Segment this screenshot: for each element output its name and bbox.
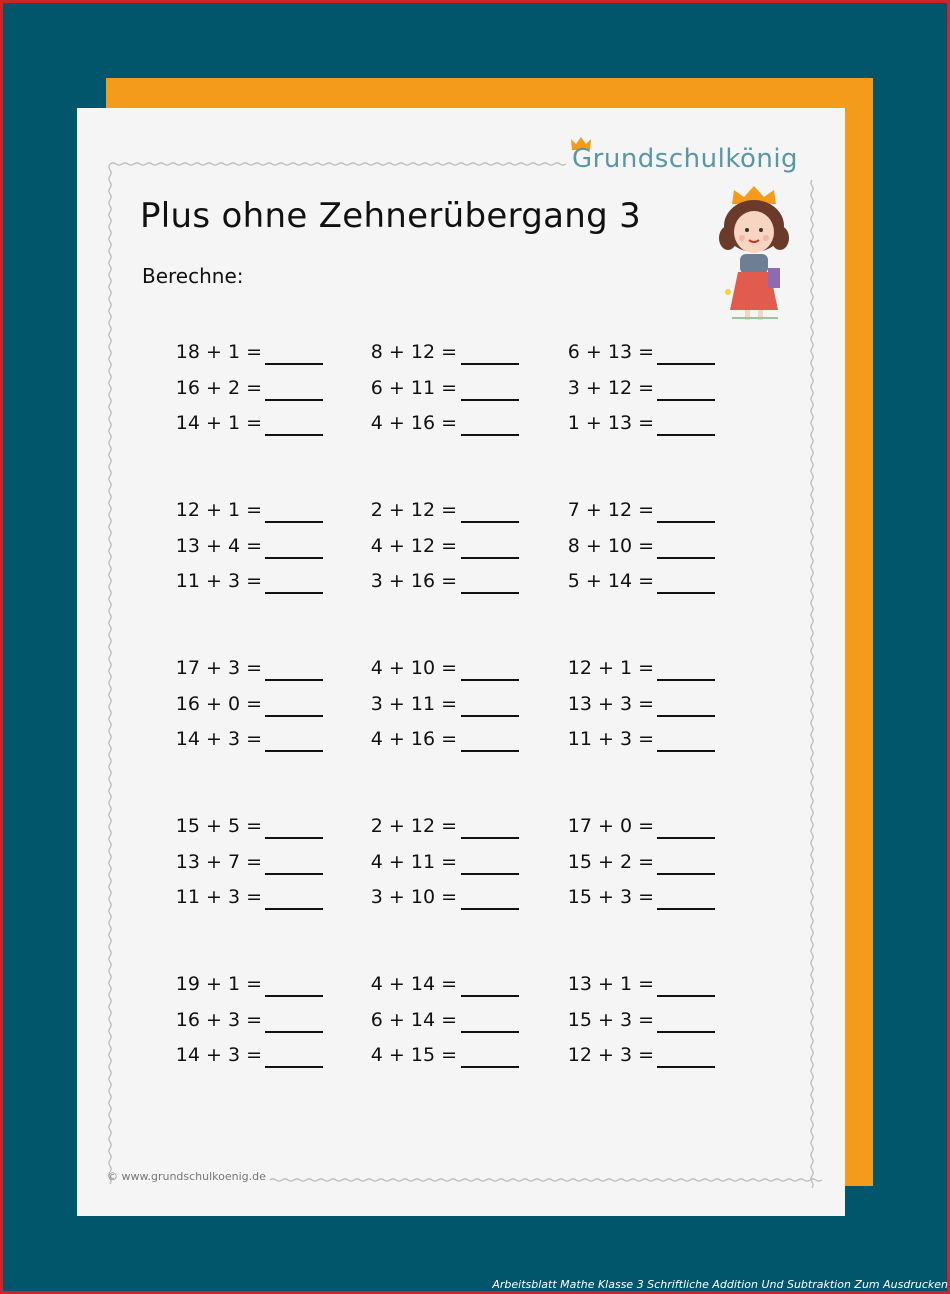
answer-blank[interactable] bbox=[461, 873, 519, 875]
answer-blank[interactable] bbox=[265, 521, 323, 523]
answer-blank[interactable] bbox=[265, 1031, 323, 1033]
answer-blank[interactable] bbox=[461, 521, 519, 523]
exercise-text: 8 + 12 = bbox=[370, 341, 457, 363]
exercise-text: 13 + 4 = bbox=[175, 534, 262, 557]
exercise-text: 14 + 3 = bbox=[175, 1044, 262, 1066]
answer-blank[interactable] bbox=[265, 750, 323, 752]
exercise-text: 16 + 3 = bbox=[175, 1008, 262, 1031]
answer-blank[interactable] bbox=[657, 750, 715, 752]
answer-blank[interactable] bbox=[265, 873, 323, 875]
answer-blank[interactable] bbox=[265, 995, 323, 997]
answer-blank[interactable] bbox=[265, 679, 323, 681]
exercise-text: 16 + 2 = bbox=[175, 376, 262, 399]
exercise-expression bbox=[337, 535, 457, 563]
exercise-text: 7 + 12 = bbox=[567, 499, 654, 521]
answer-blank[interactable] bbox=[265, 592, 323, 594]
exercise-expression bbox=[337, 499, 457, 527]
exercise-expression bbox=[337, 851, 457, 879]
exercise-text: 14 + 1 = bbox=[175, 412, 262, 434]
answer-blank[interactable] bbox=[265, 557, 323, 559]
brand-name: Grundschulkönig bbox=[572, 144, 799, 174]
answer-blank[interactable] bbox=[657, 995, 715, 997]
exercise-text: 15 + 3 = bbox=[567, 886, 654, 908]
exercise-expression bbox=[142, 499, 262, 527]
exercise-expression bbox=[142, 570, 262, 598]
exercise-text: 3 + 10 = bbox=[370, 886, 457, 908]
exercise-expression bbox=[142, 1009, 262, 1037]
answer-blank[interactable] bbox=[657, 1066, 715, 1068]
exercise-expression bbox=[534, 1044, 654, 1072]
exercise-text: 6 + 11 = bbox=[370, 376, 457, 399]
exercise-text: 15 + 5 = bbox=[175, 815, 262, 837]
brand-logo bbox=[572, 138, 822, 178]
exercise-text: 3 + 11 = bbox=[370, 692, 457, 715]
exercise-expression bbox=[142, 535, 262, 563]
exercise-text: 5 + 14 = bbox=[567, 570, 654, 592]
exercise-expression bbox=[337, 1044, 457, 1072]
answer-blank[interactable] bbox=[657, 557, 715, 559]
exercise-expression bbox=[142, 412, 262, 440]
answer-blank[interactable] bbox=[461, 557, 519, 559]
exercise-expression bbox=[142, 973, 262, 1001]
exercise-text: 2 + 12 = bbox=[370, 499, 457, 521]
exercise-text: 8 + 10 = bbox=[567, 534, 654, 557]
exercise-text: 4 + 15 = bbox=[370, 1044, 457, 1066]
answer-blank[interactable] bbox=[461, 995, 519, 997]
exercise-expression bbox=[337, 693, 457, 721]
exercise-text: 13 + 1 = bbox=[567, 973, 654, 995]
answer-blank[interactable] bbox=[265, 363, 323, 365]
exercise-expression bbox=[142, 851, 262, 879]
exercise-expression bbox=[142, 815, 262, 843]
answer-blank[interactable] bbox=[461, 434, 519, 436]
answer-blank[interactable] bbox=[461, 837, 519, 839]
exercise-expression bbox=[337, 973, 457, 1001]
answer-blank[interactable] bbox=[657, 873, 715, 875]
exercise-expression bbox=[534, 693, 654, 721]
exercise-text: 12 + 1 = bbox=[175, 499, 262, 521]
answer-blank[interactable] bbox=[657, 715, 715, 717]
answer-blank[interactable] bbox=[461, 679, 519, 681]
page-title: Plus ohne Zehnerübergang 3 bbox=[140, 196, 642, 236]
exercise-text: 11 + 3 = bbox=[567, 728, 654, 750]
exercise-expression bbox=[337, 377, 457, 405]
exercise-expression bbox=[337, 815, 457, 843]
answer-blank[interactable] bbox=[265, 837, 323, 839]
exercise-text: 12 + 3 = bbox=[567, 1044, 654, 1066]
exercise-text: 6 + 14 = bbox=[370, 1008, 457, 1031]
exercise-expression bbox=[337, 412, 457, 440]
exercise-expression bbox=[142, 693, 262, 721]
exercise-expression bbox=[337, 570, 457, 598]
exercise-text: 3 + 12 = bbox=[567, 376, 654, 399]
exercise-expression bbox=[142, 886, 262, 914]
exercise-text: 13 + 7 = bbox=[175, 850, 262, 873]
exercise-expression bbox=[142, 341, 262, 369]
exercise-expression bbox=[534, 886, 654, 914]
exercise-expression bbox=[534, 815, 654, 843]
exercise-text: 19 + 1 = bbox=[175, 973, 262, 995]
answer-blank[interactable] bbox=[657, 521, 715, 523]
exercise-text: 4 + 14 = bbox=[370, 973, 457, 995]
exercise-text: 14 + 3 = bbox=[175, 728, 262, 750]
answer-blank[interactable] bbox=[461, 908, 519, 910]
exercise-expression bbox=[142, 728, 262, 756]
exercise-expression bbox=[534, 535, 654, 563]
exercise-expression bbox=[534, 657, 654, 685]
answer-blank[interactable] bbox=[265, 908, 323, 910]
exercise-expression bbox=[142, 377, 262, 405]
footer-url: © www.grundschulkoenig.de bbox=[107, 1170, 266, 1183]
answer-blank[interactable] bbox=[461, 715, 519, 717]
exercise-expression bbox=[534, 499, 654, 527]
exercise-text: 4 + 10 = bbox=[370, 657, 457, 679]
exercise-text: 17 + 3 = bbox=[175, 657, 262, 679]
exercise-text: 4 + 12 = bbox=[370, 534, 457, 557]
answer-blank[interactable] bbox=[657, 363, 715, 365]
exercise-text: 13 + 3 = bbox=[567, 692, 654, 715]
exercise-expression bbox=[534, 973, 654, 1001]
answer-blank[interactable] bbox=[461, 592, 519, 594]
exercise-text: 3 + 16 = bbox=[370, 570, 457, 592]
answer-blank[interactable] bbox=[657, 399, 715, 401]
exercise-text: 15 + 2 = bbox=[567, 850, 654, 873]
answer-blank[interactable] bbox=[657, 837, 715, 839]
answer-blank[interactable] bbox=[265, 1066, 323, 1068]
exercise-expression bbox=[337, 1009, 457, 1037]
answer-blank[interactable] bbox=[265, 715, 323, 717]
answer-blank[interactable] bbox=[461, 1031, 519, 1033]
exercise-expression bbox=[142, 657, 262, 685]
exercise-expression bbox=[534, 1009, 654, 1037]
exercise-text: 2 + 12 = bbox=[370, 815, 457, 837]
exercise-text: 12 + 1 = bbox=[567, 657, 654, 679]
exercise-expression bbox=[337, 886, 457, 914]
exercise-expression bbox=[534, 570, 654, 598]
exercise-expression bbox=[534, 851, 654, 879]
exercise-expression bbox=[534, 341, 654, 369]
exercise-text: 17 + 0 = bbox=[567, 815, 654, 837]
answer-blank[interactable] bbox=[461, 399, 519, 401]
princess-illustration bbox=[714, 182, 804, 324]
answer-blank[interactable] bbox=[461, 363, 519, 365]
exercise-text: 1 + 13 = bbox=[567, 412, 654, 434]
image-caption: Arbeitsblatt Mathe Klasse 3 Schriftliche Addition Und Subtraktion Zum Ausdrucken bbox=[492, 1278, 948, 1291]
instruction-text: Berechne: bbox=[142, 264, 244, 288]
exercise-text: 4 + 16 = bbox=[370, 728, 457, 750]
exercise-text: 11 + 3 = bbox=[175, 886, 262, 908]
answer-blank[interactable] bbox=[657, 1031, 715, 1033]
answer-blank[interactable] bbox=[657, 434, 715, 436]
exercise-expression bbox=[534, 412, 654, 440]
exercise-expression bbox=[142, 1044, 262, 1072]
exercise-text: 6 + 13 = bbox=[567, 341, 654, 363]
answer-blank[interactable] bbox=[265, 399, 323, 401]
answer-blank[interactable] bbox=[657, 592, 715, 594]
exercise-text: 15 + 3 = bbox=[567, 1008, 654, 1031]
answer-blank[interactable] bbox=[461, 1066, 519, 1068]
exercise-text: 18 + 1 = bbox=[175, 341, 262, 363]
answer-blank[interactable] bbox=[265, 434, 323, 436]
answer-blank[interactable] bbox=[657, 679, 715, 681]
exercise-expression bbox=[337, 728, 457, 756]
exercise-text: 11 + 3 = bbox=[175, 570, 262, 592]
exercise-text: 16 + 0 = bbox=[175, 692, 262, 715]
exercise-expression bbox=[534, 728, 654, 756]
exercise-expression bbox=[534, 377, 654, 405]
answer-blank[interactable] bbox=[461, 750, 519, 752]
answer-blank[interactable] bbox=[657, 908, 715, 910]
exercise-expression bbox=[337, 341, 457, 369]
exercise-expression bbox=[337, 657, 457, 685]
exercise-text: 4 + 11 = bbox=[370, 850, 457, 873]
exercise-text: 4 + 16 = bbox=[370, 412, 457, 434]
